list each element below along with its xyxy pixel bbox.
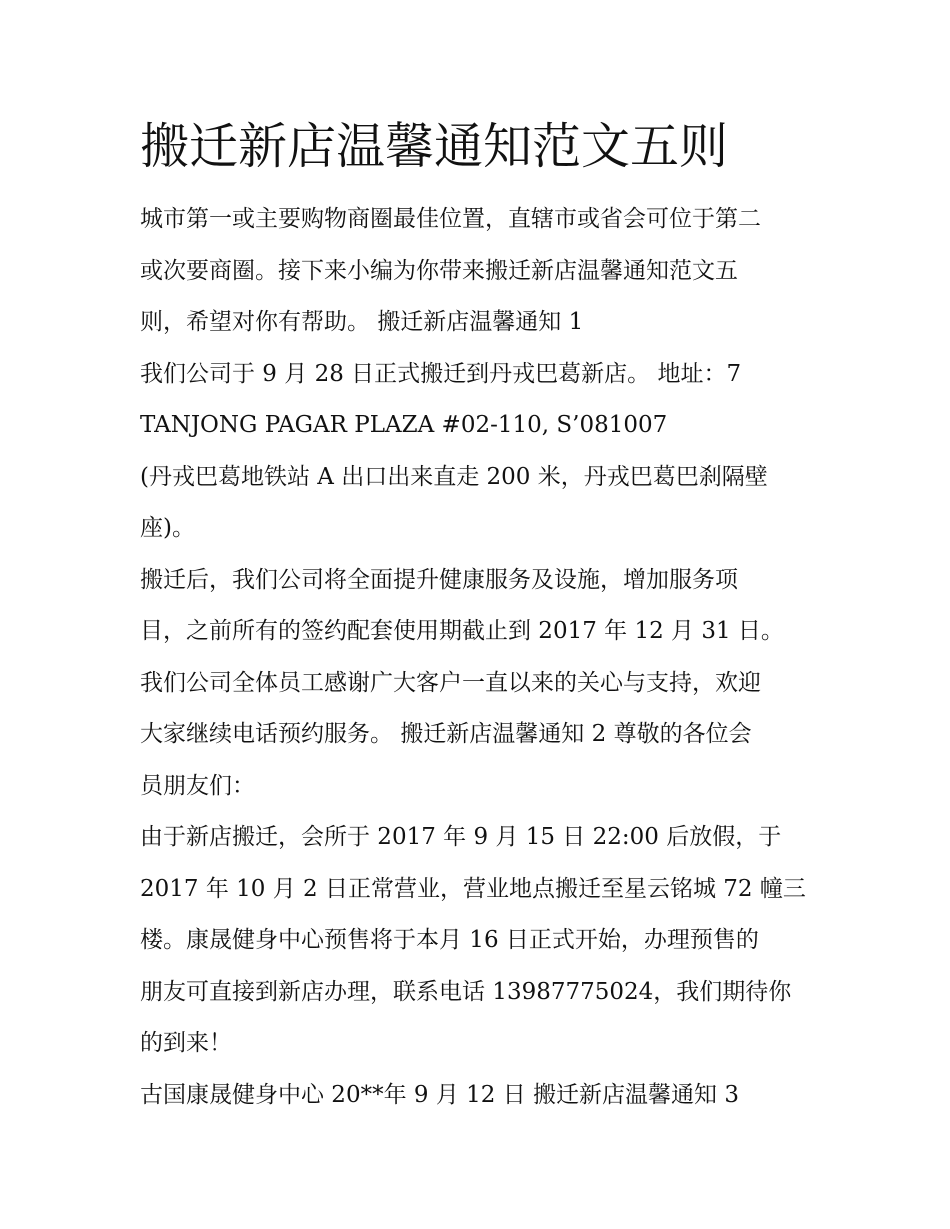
text-line-15: 楼。康晟健身中心预售将于本月 16 日正式开始，办理预售的 [140, 927, 759, 953]
text-line-7: 座)。 [140, 515, 195, 541]
text-line-8: 搬迁后，我们公司将全面提升健康服务及设施，增加服务项 [140, 566, 738, 593]
text-line-14: 2017 年 10 月 2 日正常营业，营业地点搬迁至星云铭城 72 幢三 [140, 875, 806, 902]
text-line-4: 我们公司于 9 月 28 日正式搬迁到丹戎巴葛新店。 地址：7 [140, 360, 742, 387]
text-line-13: 由于新店搬迁，会所于 2017 年 9 月 15 日 22:00 后放假，于 [140, 824, 782, 850]
document-body [140, 194, 820, 1121]
text-line-2: 或次要商圈。接下来小编为你带来搬迁新店温馨通知范文五 [140, 257, 738, 284]
text-line-1: 城市第一或主要购物商圈最佳位置，直辖市或省会可位于第二 [140, 206, 761, 232]
document-title: 搬迁新店温馨通知范文五则 [140, 118, 729, 175]
text-line-6: (丹戎巴葛地铁站 A 出口出来直走 200 米，丹戎巴葛巴刹隔壁 [140, 463, 768, 490]
text-line-11: 大家继续电话预约服务。 搬迁新店温馨通知 2 尊敬的各位会 [140, 721, 752, 747]
text-line-18: 古国康晟健身中心 20**年 9 月 12 日 搬迁新店温馨通知 3 [140, 1081, 739, 1108]
text-line-10: 我们公司全体员工感谢广大客户一直以来的关心与支持，欢迎 [140, 669, 761, 696]
text-line-16: 朋友可直接到新店办理，联系电话 13987775024，我们期待你 [140, 978, 792, 1005]
text-line-17: 的到来！ [140, 1030, 232, 1056]
text-line-5: TANJONG PAGAR PLAZA #02-110, S’081007 [140, 412, 668, 438]
text-line-3: 则，希望对你有帮助。 搬迁新店温馨通知 1 [140, 309, 584, 335]
text-line-9: 目，之前所有的签约配套使用期截止到 2017 年 12 月 31 日。 [140, 618, 784, 644]
document-page [140, 112, 820, 1121]
text-line-12: 员朋友们： [140, 772, 255, 799]
